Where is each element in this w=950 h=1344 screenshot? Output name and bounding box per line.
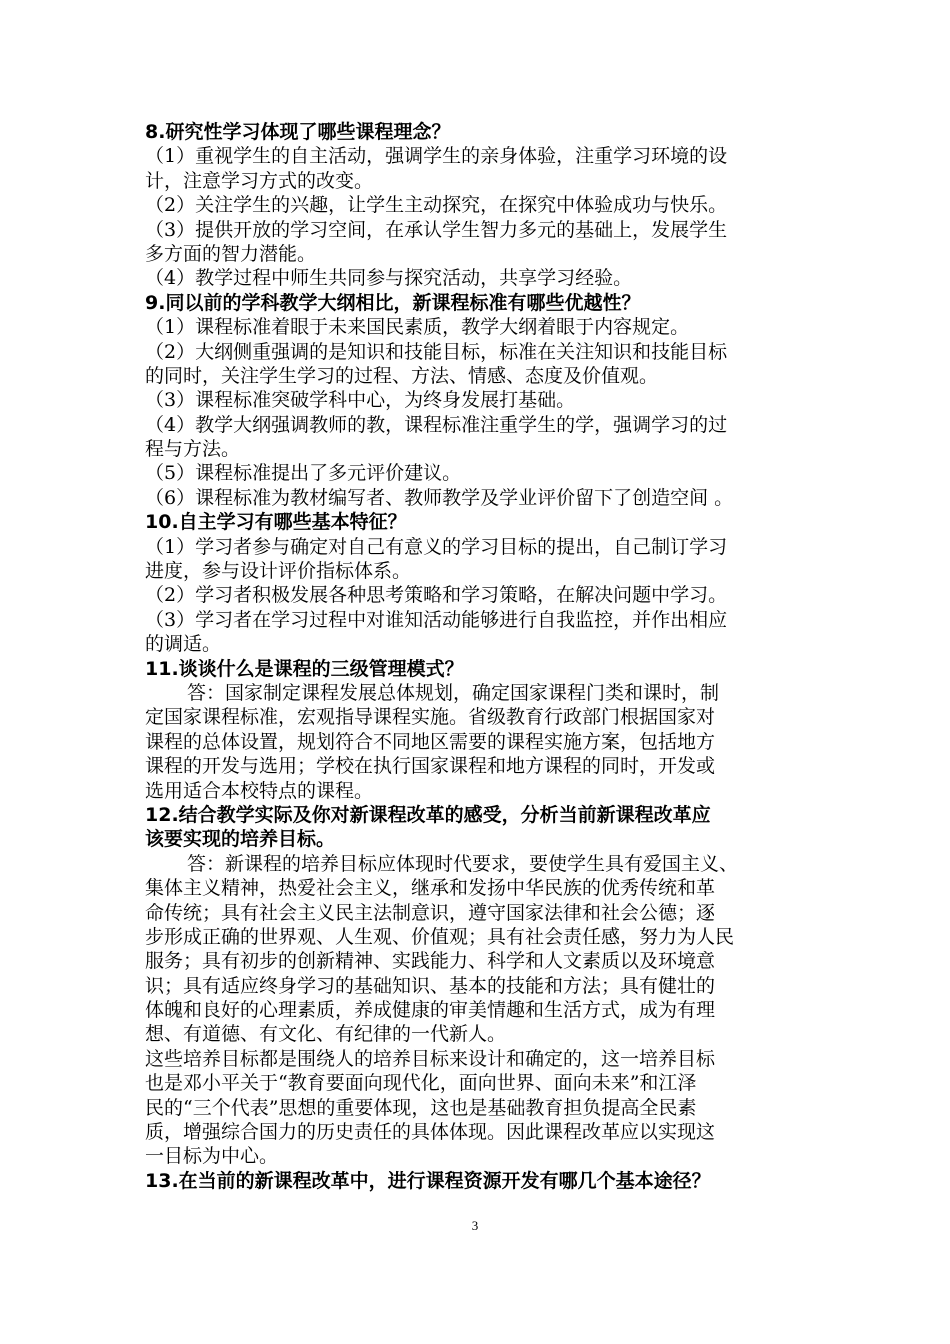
- text-line: （2）关注学生的兴趣，让学生主动探究，在探究中体验成功与快乐。: [145, 194, 728, 217]
- text-line: （3）提供开放的学习空间，在承认学生智力多元的基础上，发展学生: [145, 218, 728, 241]
- text-line: 程与方法。: [145, 438, 241, 461]
- text-line: （4）教学过程中师生共同参与探究活动，共享学习经验。: [145, 267, 633, 290]
- text-line: 定国家课程标准，宏观指导课程实施。省级教育行政部门根据国家对: [145, 706, 716, 729]
- text-line: （3）课程标准突破学科中心，为终身发展打基础。: [145, 389, 576, 412]
- text-line: 服务；具有初步的创新精神、实践能力、科学和人文素质以及环境意: [145, 950, 716, 973]
- question-heading-line: 11.谈谈什么是课程的三级管理模式？: [145, 657, 464, 680]
- text-line: 集体主义精神，热爱社会主义，继承和发扬中华民族的优秀传统和革: [145, 877, 716, 900]
- question-heading-line: 8.研究性学习体现了哪些课程理念？: [145, 121, 451, 143]
- text-line: （2）大纲侧重强调的是知识和技能目标，标准在关注知识和技能目标: [145, 340, 728, 363]
- text-line: 选用适合本校特点的课程。: [145, 779, 374, 802]
- text-line: （5）课程标准提出了多元评价建议。: [145, 462, 462, 485]
- text-line: 答：新课程的培养目标应体现时代要求，要使学生具有爱国主义、: [187, 852, 739, 875]
- text-line: 计，注意学习方式的改变。: [145, 169, 374, 192]
- document-body: [145, 120, 813, 1193]
- text-line: （2）学习者积极发展各种思考策略和学习策略，在解决问题中学习。: [145, 584, 728, 607]
- text-line: 这些培养目标都是围绕人的培养目标来设计和确定的，这一培养目标: [145, 1047, 716, 1070]
- text-line: 进度，参与设计评价指标体系。: [145, 560, 412, 583]
- page-number: 3: [471, 1218, 479, 1233]
- text-line: 课程的开发与选用；学校在执行国家课程和地方课程的同时，开发或: [145, 755, 716, 778]
- text-line: 识；具有适应终身学习的基础知识、基本的技能和方法；具有健壮的: [145, 974, 716, 997]
- text-line: 课程的总体设置，规划符合不同地区需要的课程实施方案，包括地方: [145, 730, 716, 753]
- question-heading-line: 12.结合教学实际及你对新课程改革的感受，分析当前新课程改革应: [145, 803, 711, 826]
- question-heading-line: 13.在当前的新课程改革中，进行课程资源开发有哪几个基本途径？: [145, 1169, 711, 1192]
- text-line: 步形成正确的世界观、人生观、价值观；具有社会责任感，努力为人民: [145, 925, 735, 948]
- text-line: （6）课程标准为教材编写者、教师教学及学业评价留下了创造空间 。: [145, 486, 734, 509]
- text-line: （1）重视学生的自主活动，强调学生的亲身体验，注重学习环境的设: [145, 145, 728, 168]
- text-line: 想、有道德、有文化、有纪律的一代新人。: [145, 1023, 507, 1046]
- text-line: （4）教学大纲强调教师的教，课程标准注重学生的学，强调学习的过: [145, 413, 728, 436]
- text-line: 命传统；具有社会主义民主法制意识，遵守国家法律和社会公德；逐: [145, 901, 716, 924]
- text-line: 一目标为中心。: [145, 1145, 279, 1168]
- text-line: 的调适。: [145, 633, 222, 656]
- text-line: （1）学习者参与确定对自己有意义的学习目标的提出，自己制订学习: [145, 535, 728, 558]
- text-line: 体魄和良好的心理素质，养成健康的审美情趣和生活方式，成为有理: [145, 999, 716, 1022]
- text-line: 多方面的智力潜能。: [145, 242, 317, 265]
- question-heading-line: 9.同以前的学科教学大纲相比，新课程标准有哪些优越性？: [145, 291, 641, 314]
- text-line: （3）学习者在学习过程中对谁知活动能够进行自我监控，并作出相应: [145, 608, 728, 631]
- text-line: 民的“三个代表”思想的重要体现，这也是基础教育担负提高全民素: [145, 1096, 697, 1119]
- text-line: （1）课程标准着眼于未来国民素质，教学大纲着眼于内容规定。: [145, 316, 690, 339]
- text-line: 的同时，关注学生学习的过程、方法、情感、态度及价值观。: [145, 364, 659, 387]
- question-heading-line: 该要实现的培养目标。: [145, 828, 336, 851]
- question-heading-line: 10.自主学习有哪些基本特征？: [145, 511, 407, 534]
- text-line: 答：国家制定课程发展总体规划，确定国家课程门类和课时，制: [187, 681, 720, 704]
- text-line: 也是邓小平关于“教育要面向现代化，面向世界、面向未来”和江泽: [145, 1072, 697, 1095]
- text-line: 质，增强综合国力的历史责任的具体体现。因此课程改革应以实现这: [145, 1121, 716, 1144]
